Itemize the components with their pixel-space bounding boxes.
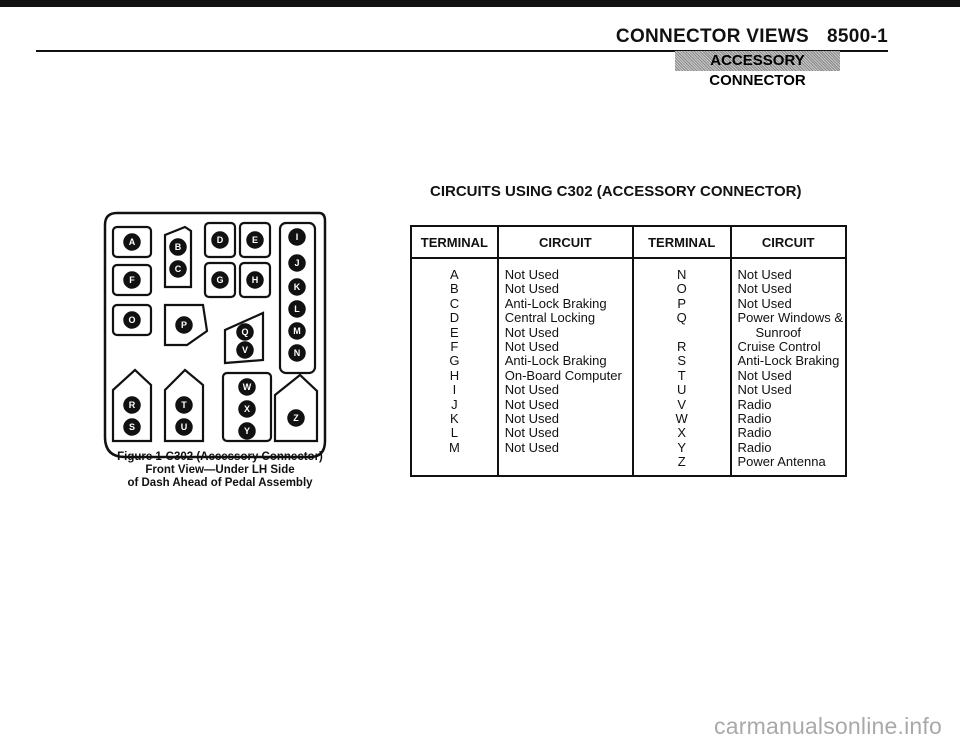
table-header-row bbox=[411, 226, 846, 258]
terminal-cell: F bbox=[411, 340, 498, 354]
pin-label: J bbox=[294, 258, 300, 269]
circuit-cell: Not Used bbox=[498, 412, 633, 426]
circuit-cell: Cruise Control bbox=[731, 340, 846, 354]
pin-v bbox=[237, 342, 253, 358]
pin-label: A bbox=[128, 237, 136, 248]
terminal-cell: C bbox=[411, 297, 498, 311]
pin-label: X bbox=[243, 404, 251, 415]
terminal-cell: I bbox=[411, 383, 498, 397]
circuit-cell: Anti-Lock Braking bbox=[731, 354, 846, 368]
circuit-cell: Not Used bbox=[498, 398, 633, 412]
pin-label: D bbox=[216, 235, 224, 246]
pin-t bbox=[176, 397, 192, 413]
terminal-cell: K bbox=[411, 412, 498, 426]
pin-label: N bbox=[293, 348, 301, 359]
table-row bbox=[411, 340, 846, 354]
circuit-cell: Power Windows & bbox=[731, 311, 846, 325]
table-title: CIRCUITS USING C302 (ACCESSORY CONNECTOR) bbox=[430, 183, 802, 200]
terminal-cell: A bbox=[411, 258, 498, 282]
pin-z bbox=[288, 410, 304, 426]
pin-e bbox=[247, 232, 263, 248]
header-circuit-1: CIRCUIT bbox=[498, 226, 633, 258]
pin-c bbox=[170, 261, 186, 277]
terminal-cell: S bbox=[633, 354, 731, 368]
circuit-cell: Not Used bbox=[731, 258, 846, 282]
circuit-cell: Not Used bbox=[498, 340, 633, 354]
pin-label: H bbox=[251, 275, 259, 286]
circuit-cell: Not Used bbox=[731, 297, 846, 311]
header-terminal-1: TERMINAL bbox=[411, 226, 498, 258]
pin-label: V bbox=[241, 345, 249, 356]
circuit-table bbox=[410, 225, 847, 477]
table-row bbox=[411, 455, 846, 475]
table-row bbox=[411, 398, 846, 412]
pin-h bbox=[247, 272, 263, 288]
pin-label: E bbox=[251, 235, 259, 246]
table-row bbox=[411, 326, 846, 340]
terminal-cell: X bbox=[633, 426, 731, 440]
pin-o bbox=[124, 312, 140, 328]
circuit-cell bbox=[498, 455, 633, 475]
circuit-cell: Central Locking bbox=[498, 311, 633, 325]
table-row bbox=[411, 369, 846, 383]
pin-g bbox=[212, 272, 228, 288]
terminal-cell bbox=[633, 326, 731, 340]
header-terminal-2: TERMINAL bbox=[633, 226, 731, 258]
top-rule bbox=[0, 0, 960, 7]
circuit-cell: Not Used bbox=[731, 282, 846, 296]
pin-label: Q bbox=[241, 327, 249, 338]
table-row bbox=[411, 441, 846, 455]
table-row bbox=[411, 412, 846, 426]
page-number: 8500-1 bbox=[827, 26, 888, 47]
figure-caption bbox=[95, 451, 345, 490]
table-row bbox=[411, 297, 846, 311]
terminal-cell: B bbox=[411, 282, 498, 296]
terminal-cell: P bbox=[633, 297, 731, 311]
circuit-cell: Not Used bbox=[498, 426, 633, 440]
pin-label: M bbox=[293, 326, 301, 337]
circuit-cell: Not Used bbox=[731, 383, 846, 397]
terminal-cell: R bbox=[633, 340, 731, 354]
terminal-cell: D bbox=[411, 311, 498, 325]
terminal-cell bbox=[411, 455, 498, 475]
pin-label: Z bbox=[293, 413, 299, 424]
pin-q bbox=[237, 324, 253, 340]
pin-n bbox=[289, 345, 305, 361]
pin-p bbox=[176, 317, 192, 333]
pin-label: G bbox=[216, 275, 224, 286]
pin-r bbox=[124, 397, 140, 413]
circuit-cell: Not Used bbox=[498, 383, 633, 397]
circuit-cell: Radio bbox=[731, 426, 846, 440]
pin-label: O bbox=[128, 315, 136, 326]
circuit-cell: Radio bbox=[731, 441, 846, 455]
caption-line-2: Front View—Under LH Side bbox=[145, 464, 295, 476]
table-row bbox=[411, 311, 846, 325]
pin-d bbox=[212, 232, 228, 248]
terminal-cell: J bbox=[411, 398, 498, 412]
terminal-cell: V bbox=[633, 398, 731, 412]
pin-label: P bbox=[180, 320, 188, 331]
terminal-cell: W bbox=[633, 412, 731, 426]
table-body bbox=[411, 258, 846, 476]
table-row bbox=[411, 383, 846, 397]
circuit-cell: On-Board Computer bbox=[498, 369, 633, 383]
pin-l bbox=[289, 301, 305, 317]
table-row bbox=[411, 354, 846, 368]
pin-x bbox=[239, 401, 255, 417]
circuit-cell: Radio bbox=[731, 412, 846, 426]
pin-u bbox=[176, 419, 192, 435]
header-circuit-2: CIRCUIT bbox=[731, 226, 846, 258]
pin-a bbox=[124, 234, 140, 250]
pin-m bbox=[289, 323, 305, 339]
pin-label: U bbox=[180, 422, 188, 433]
section-banner: ACCESSORY CONNECTOR bbox=[675, 51, 840, 71]
pin-label: T bbox=[181, 400, 187, 411]
caption-line-3: of Dash Ahead of Pedal Assembly bbox=[127, 477, 313, 489]
watermark: carmanualsonline.info bbox=[714, 713, 942, 739]
pin-label: S bbox=[128, 422, 136, 433]
circuit-cell: Sunroof bbox=[731, 326, 846, 340]
pin-b bbox=[170, 239, 186, 255]
table-row bbox=[411, 426, 846, 440]
pin-label: B bbox=[174, 242, 182, 253]
circuit-cell: Anti-Lock Braking bbox=[498, 297, 633, 311]
pin-label: R bbox=[128, 400, 136, 411]
pin-label: F bbox=[129, 275, 135, 286]
page-header bbox=[616, 26, 888, 48]
pin-label: Y bbox=[243, 426, 251, 437]
pin-label: L bbox=[294, 304, 300, 315]
terminal-cell: L bbox=[411, 426, 498, 440]
terminal-cell: G bbox=[411, 354, 498, 368]
terminal-cell: M bbox=[411, 441, 498, 455]
pin-label: W bbox=[242, 382, 252, 393]
circuit-cell: Not Used bbox=[498, 258, 633, 282]
connector-diagram bbox=[95, 205, 335, 465]
caption-line-1: Figure 1-C302 (Accessory Connector) bbox=[117, 451, 323, 463]
circuit-cell: Not Used bbox=[498, 441, 633, 455]
pin-j bbox=[289, 255, 305, 271]
terminal-cell: Z bbox=[633, 455, 731, 475]
circuit-cell: Radio bbox=[731, 398, 846, 412]
terminal-cell: U bbox=[633, 383, 731, 397]
terminal-cell: N bbox=[633, 258, 731, 282]
terminal-cell: O bbox=[633, 282, 731, 296]
terminal-cell: Y bbox=[633, 441, 731, 455]
pin-label: C bbox=[174, 264, 182, 275]
pin-w bbox=[239, 379, 255, 395]
pin-s bbox=[124, 419, 140, 435]
pin-label: K bbox=[293, 282, 301, 293]
pin-i bbox=[289, 229, 305, 245]
circuit-cell: Power Antenna bbox=[731, 455, 846, 475]
pin-f bbox=[124, 272, 140, 288]
circuit-cell: Anti-Lock Braking bbox=[498, 354, 633, 368]
pin-k bbox=[289, 279, 305, 295]
pin-y bbox=[239, 423, 255, 439]
circuit-cell: Not Used bbox=[731, 369, 846, 383]
section-title: CONNECTOR VIEWS bbox=[615, 26, 810, 47]
cavity-walls bbox=[113, 223, 317, 441]
terminal-cell: Q bbox=[633, 311, 731, 325]
terminal-cell: E bbox=[411, 326, 498, 340]
table-row bbox=[411, 258, 846, 282]
pin-label: I bbox=[295, 232, 299, 243]
terminal-cell: T bbox=[633, 369, 731, 383]
terminal-cell: H bbox=[411, 369, 498, 383]
connector-drawing bbox=[95, 205, 335, 465]
circuit-cell: Not Used bbox=[498, 326, 633, 340]
table-row bbox=[411, 282, 846, 296]
circuit-cell: Not Used bbox=[498, 282, 633, 296]
